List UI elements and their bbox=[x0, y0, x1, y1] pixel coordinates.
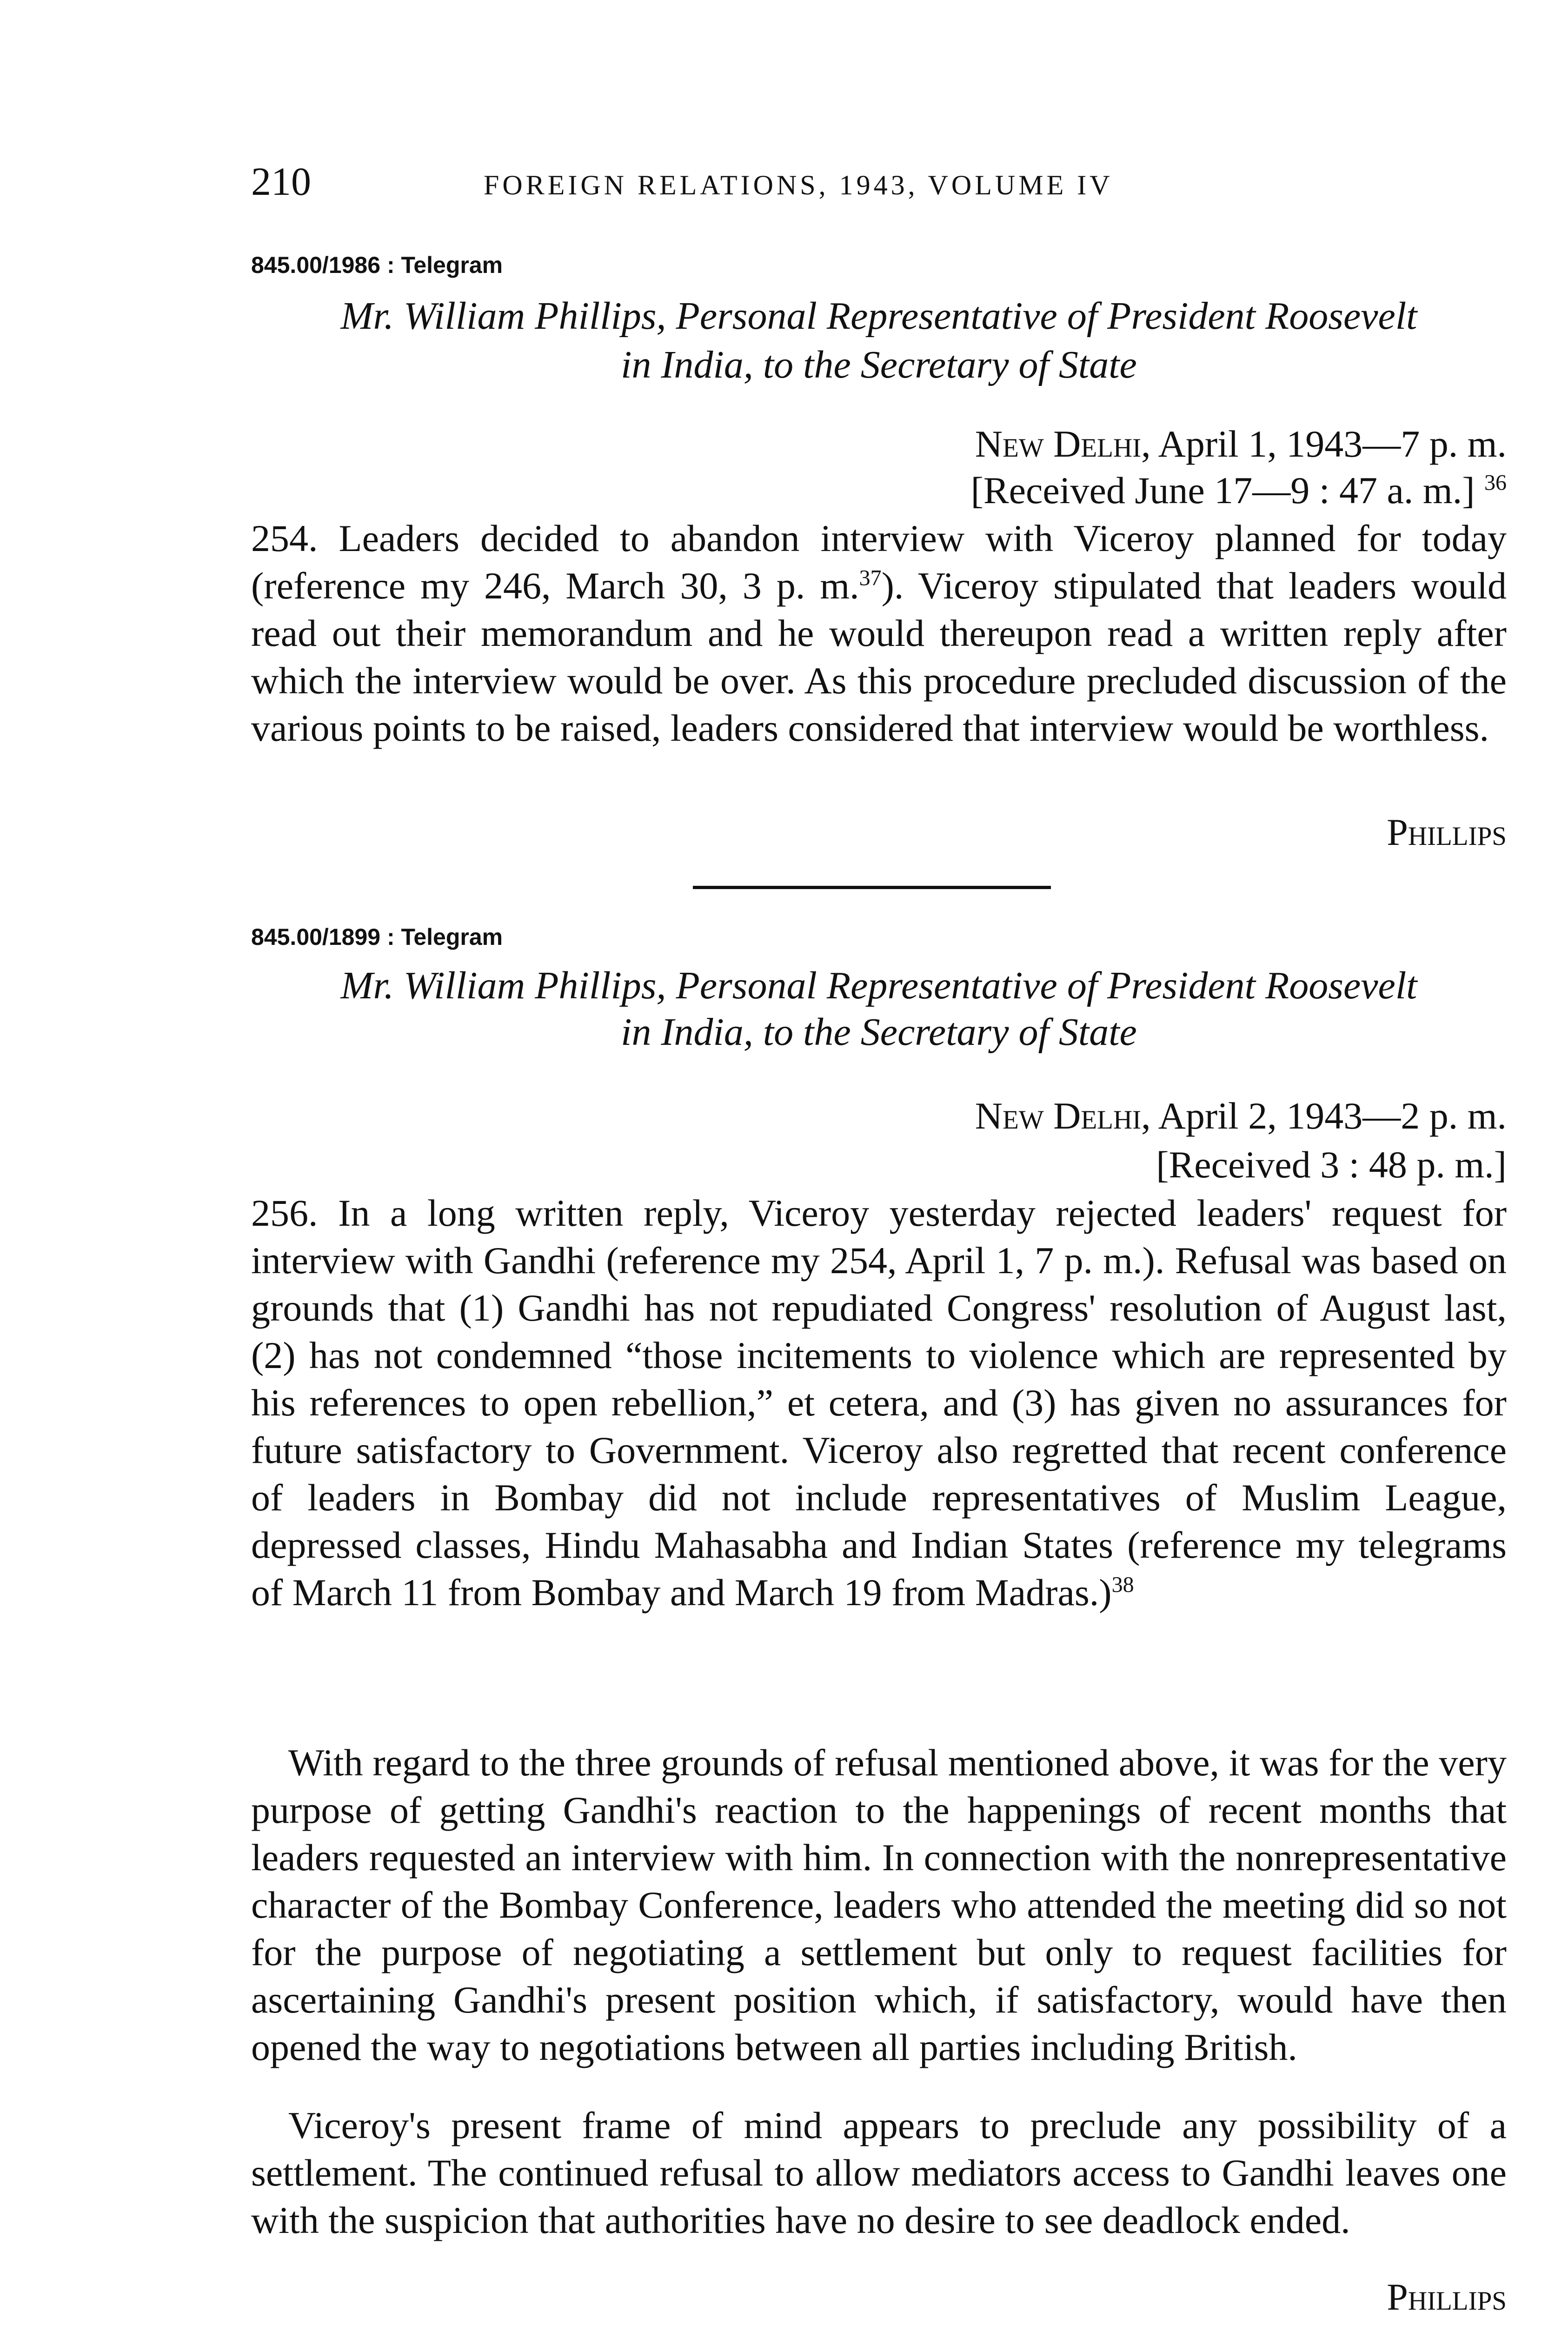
doc2-paragraph-1 bbox=[251, 1189, 1507, 1616]
doc1-title-line-1: Mr. William Phillips, Personal Representative of President Roosevelt bbox=[340, 294, 1417, 338]
doc2-paragraph-3: Viceroy's present frame of mind appears to preclude any possibility of a settlement. The continued refusal to allow mediators access to Gandhi leaves one with the suspicion that authorities have no desire to see deadlock ended. bbox=[251, 2104, 1507, 2241]
doc2-title-line-2: in India, to the Secretary of State bbox=[621, 1010, 1137, 1054]
doc1-received bbox=[791, 467, 1507, 514]
doc1-paragraph bbox=[251, 515, 1507, 752]
doc1-dateline bbox=[791, 421, 1507, 467]
doc2-received: [Received 3 : 48 p. m.] bbox=[1156, 1143, 1507, 1186]
doc2-date: , April 2, 1943—2 p. m. bbox=[1141, 1095, 1507, 1137]
doc1-place: New Delhi bbox=[975, 423, 1142, 465]
doc1-paragraph-text-b: ). Viceroy stipulated that leaders would read out their memorandum and he would thereupon read a written reply after which the interview would be over. As this procedure precluded discussion of the various points to be raised, leaders considered that interview would be worthless. bbox=[251, 565, 1507, 749]
doc1-received-text: [Received June 17—9 : 47 a. m.] bbox=[970, 469, 1475, 512]
doc1-paragraph-footnote-mark: 37 bbox=[859, 565, 882, 591]
doc1-paragraph-text-a: 254. Leaders decided to abandon interview with Viceroy planned for today (reference my 246, March 30, 3 p. m. bbox=[251, 517, 1507, 607]
doc2-paragraph-1-footnote-mark: 38 bbox=[1111, 1572, 1134, 1597]
page-header bbox=[251, 158, 1330, 209]
section-separator bbox=[693, 886, 1051, 889]
doc2-dateline bbox=[791, 1093, 1507, 1139]
doc1-title-line-2: in India, to the Secretary of State bbox=[621, 343, 1137, 386]
doc2-file-reference: 845.00/1899 : Telegram bbox=[251, 924, 503, 950]
doc1-file-reference: 845.00/1986 : Telegram bbox=[251, 252, 503, 278]
doc2-paragraph-2: With regard to the three grounds of refusal mentioned above, it was for the very purpose of getting Gandhi's reaction to the happenings of recent months that leaders requested an interview with him. In connection with the nonrepresentative character of the Bombay Conference, leaders who attended the meeting did so not for the purpose of negotiating a settlement but only to request facilities for ascertaining Gandhi's present position which, if satisfactory, would have then opened the way to negotiations between all parties including British. bbox=[251, 1741, 1507, 2068]
doc1-received-footnote-mark: 36 bbox=[1484, 470, 1507, 495]
doc2-place: New Delhi bbox=[975, 1095, 1142, 1137]
doc2-paragraph-1-text: 256. In a long written reply, Viceroy yesterday rejected leaders' request for interview with Gandhi (reference my 254, April 1, 7 p. m.). Refusal was based on grounds that (1) Gandhi has not repudiated Congress' resolution of August last, (2) has not condemned “those incitements to violence which are represented by his references to open rebellion,” et cetera, and (3) has given no assurances for future satisfactory to Government. Viceroy also regretted that recent conference of leaders in Bombay did not include representatives of Muslim League, depressed classes, Hindu Mahasabha and Indian States (reference my telegrams of March 11 from Bombay and March 19 from Madras.) bbox=[251, 1192, 1507, 1614]
doc1-signature: Phillips bbox=[1387, 811, 1507, 853]
running-head: FOREIGN RELATIONS, 1943, VOLUME IV bbox=[484, 170, 1113, 200]
page-number: 210 bbox=[251, 159, 311, 204]
doc2-signature: Phillips bbox=[1387, 2276, 1507, 2318]
doc2-title-line-1: Mr. William Phillips, Personal Representative of President Roosevelt bbox=[340, 964, 1417, 1007]
doc1-date: , April 1, 1943—7 p. m. bbox=[1141, 423, 1507, 465]
